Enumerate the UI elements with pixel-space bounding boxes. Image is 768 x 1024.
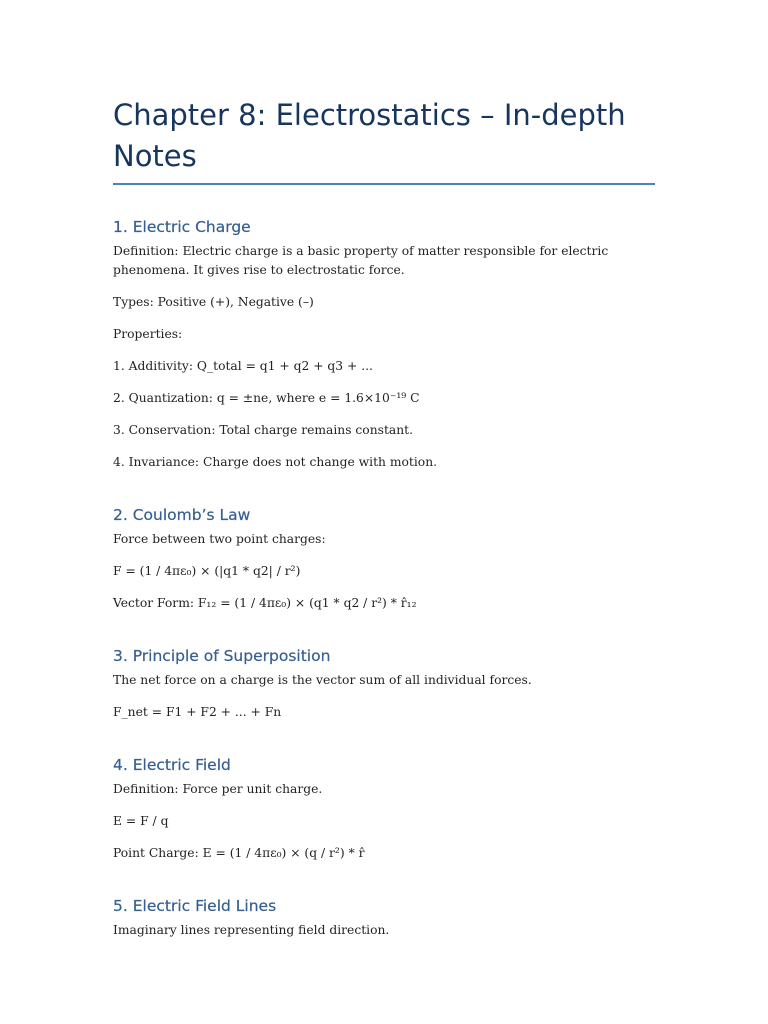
paragraph: The net force on a charge is the vector sum of all individual forces. <box>113 673 532 687</box>
paragraph: Properties: <box>113 327 183 341</box>
section-field-lines <box>113 896 655 940</box>
section-heading: 5. Electric Field Lines <box>113 897 277 915</box>
paragraph: 1. Additivity: Q_total = q1 + q2 + q3 + ... <box>113 359 373 373</box>
section-coulombs-law <box>113 505 655 613</box>
formula: E = F / q <box>113 814 169 828</box>
paragraph: Definition: Force per unit charge. <box>113 782 323 796</box>
paragraph: Definition: Electric charge is a basic property of matter responsible for electric phenomena. It gives rise to electrostatic force. <box>113 244 609 277</box>
paragraph: 4. Invariance: Charge does not change with motion. <box>113 455 438 469</box>
formula: F_net = F1 + F2 + ... + Fn <box>113 705 282 719</box>
paragraph: 2. Quantization: q = ±ne, where e = 1.6×10⁻¹⁹ C <box>113 391 420 405</box>
section-heading: 1. Electric Charge <box>113 218 251 236</box>
formula: Vector Form: F₁₂ = (1 / 4πε₀) × (q1 * q2 / r²) * r̂₁₂ <box>113 596 417 610</box>
section-heading: 3. Principle of Superposition <box>113 647 331 665</box>
paragraph: Imaginary lines representing field direction. <box>113 923 390 937</box>
paragraph: Force between two point charges: <box>113 532 326 546</box>
formula: Point Charge: E = (1 / 4πε₀) × (q / r²) * r̂ <box>113 846 365 860</box>
paragraph: 3. Conservation: Total charge remains constant. <box>113 423 413 437</box>
section-heading: 4. Electric Field <box>113 756 231 774</box>
section-electric-charge <box>113 217 655 472</box>
document-page <box>113 95 655 953</box>
section-superposition <box>113 646 655 722</box>
section-heading: 2. Coulomb’s Law <box>113 506 251 524</box>
title-divider <box>113 183 655 185</box>
document-title: Chapter 8: Electrostatics – In-depth Notes <box>113 98 626 173</box>
formula: F = (1 / 4πε₀) × (|q1 * q2| / r²) <box>113 564 301 578</box>
paragraph: Types: Positive (+), Negative (–) <box>113 295 314 309</box>
section-electric-field <box>113 755 655 863</box>
